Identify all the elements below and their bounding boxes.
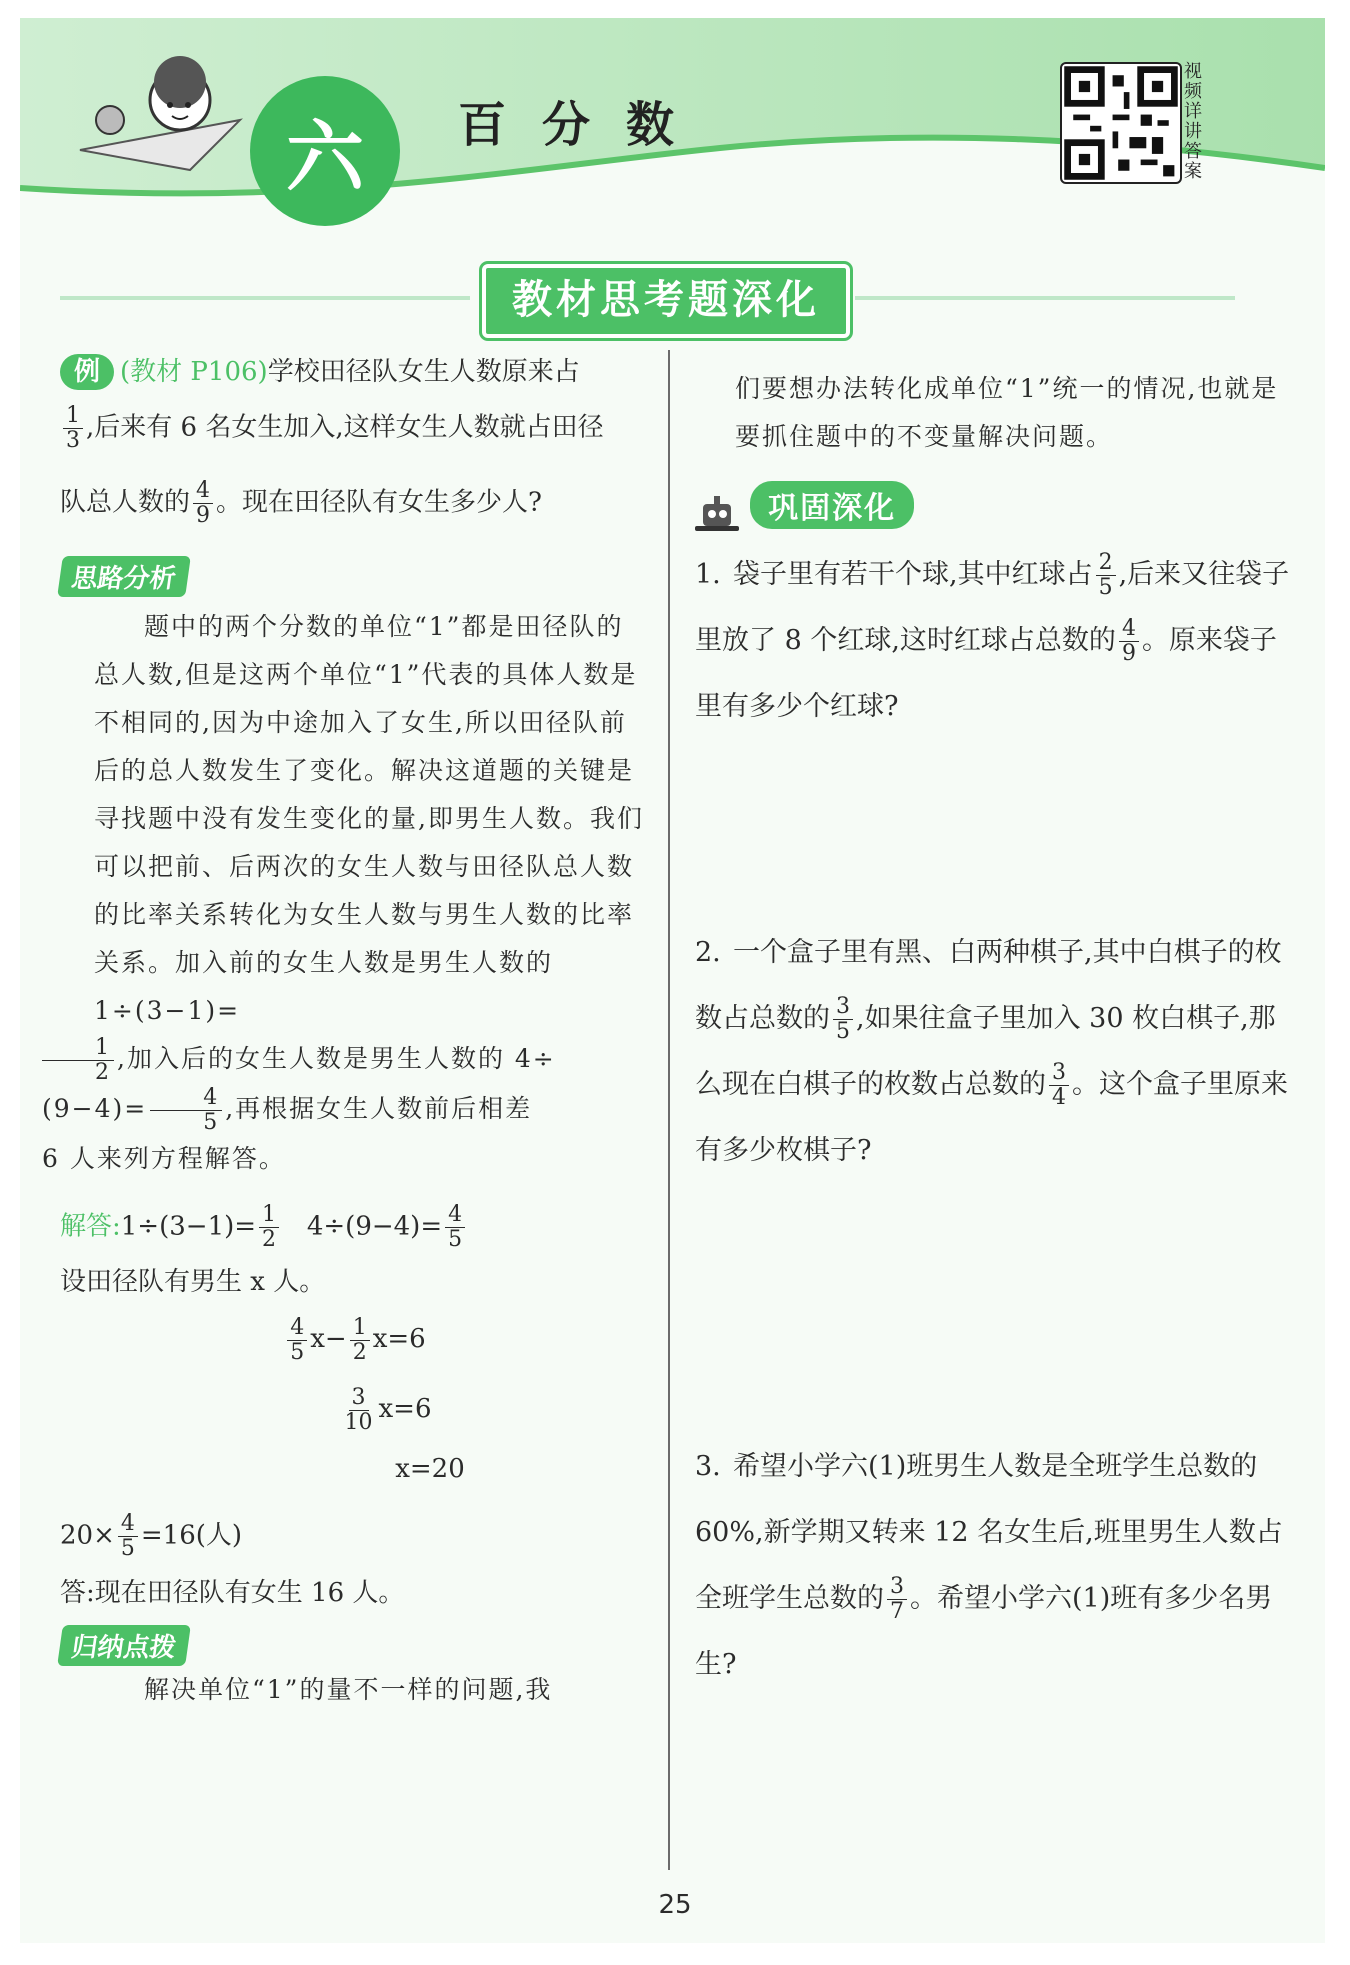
question-1: 1. 袋子里有若干个球,其中红球占 $\frac{2}{5}$ ,后来又往袋子里放了 8 个红球,这时红球占总数的 $\frac{4}{9}$ 。原来袋子里有多少个红球?	[695, 542, 1295, 740]
unit-number-badge: 六	[250, 76, 400, 226]
unit-title: 百分数	[458, 97, 711, 153]
summary-text: 解决单位“1”的量不一样的问题,我	[144, 1675, 553, 1704]
equation-3: x=20	[395, 1454, 465, 1484]
section-title: 教材思考题深化	[482, 264, 850, 338]
summary-tag: 归纳点拨	[57, 1625, 191, 1666]
fraction: $\frac{1}{2}$	[259, 1203, 279, 1252]
qr-code-icon[interactable]	[1060, 62, 1182, 184]
equation-2: $\frac{3}{10}$ x=6	[344, 1384, 432, 1435]
summary-block	[60, 1625, 650, 1714]
solution-block	[60, 1203, 650, 1615]
example-text: 学校田径队女生人数原来占	[267, 357, 580, 387]
analysis-tag: 思路分析	[57, 556, 191, 597]
solution-line-1: 解答:1÷(3−1)= $\frac{1}{2}$ 4÷(9−4)= $\frac{4}{5}$	[60, 1203, 650, 1252]
fraction: $\frac{1}{3}$	[63, 404, 83, 453]
banner-right-line	[855, 296, 1235, 300]
qr-label: 视频详讲答案	[1184, 61, 1202, 182]
example-line-2	[60, 404, 650, 453]
example-tag: 例	[60, 354, 114, 390]
solution-calc: 20× $\frac{4}{5}$ =16(人)	[60, 1511, 243, 1561]
equation-1: $\frac{4}{5}$ x− $\frac{1}{2}$ x=6	[60, 1304, 650, 1374]
example-text: ,后来有 6 名女生加入,这样女生人数就占田径	[86, 412, 604, 443]
summary-continued: 们要想办法转化成单位“1”统一的情况,也就是要抓住题中的不变量解决问题。	[735, 374, 1279, 451]
solution-set: 设田径队有男生 x 人。	[60, 1267, 326, 1297]
right-column	[695, 365, 1295, 1698]
column-divider	[668, 350, 670, 1870]
robot-icon	[695, 494, 739, 534]
question-2: 2. 一个盒子里有黑、白两种棋子,其中白棋子的枚数占总数的 $\frac{3}{5}$ ,如果往盒子里加入 30 枚白棋子,那么现在白棋子的枚数占总数的 $\frac{3}{4}$ 。这个盒子里原来有多少枚棋子?	[695, 920, 1295, 1184]
question-number: 3.	[695, 1450, 721, 1482]
example-text: 队总人数的	[60, 487, 191, 518]
banner-left-line	[60, 296, 470, 300]
fraction: $\frac{4}{9}$	[193, 479, 213, 528]
left-column	[42, 350, 650, 1714]
example-text: 。现在田径队有女生多少人?	[216, 487, 542, 518]
fraction: $\frac{4}{5}$	[150, 1086, 222, 1135]
fraction: $\frac{4}{5}$	[445, 1203, 465, 1252]
mascot-illustration	[70, 50, 250, 180]
analysis-block	[42, 556, 650, 1183]
solution-answer: 答:现在田径队有女生 16 人。	[60, 1578, 405, 1608]
fraction: $\frac{1}{2}$	[42, 1036, 114, 1085]
example-line-1	[60, 350, 650, 394]
page-number: 25	[658, 1890, 692, 1920]
consolidate-header	[695, 481, 1295, 534]
question-number: 1.	[695, 558, 721, 590]
example-source: (教材 P106)	[120, 357, 268, 387]
question-number: 2.	[695, 936, 721, 968]
analysis-text: 题中的两个分数的单位“1”都是田径队的总人数,但是这两个单位“1”代表的具体人数是不相同的,因为中途加入了女生,所以田径队前后的总人数发生了变化。解决这道题的关键是寻找题中没有发生变化的量,即男生人数。我们可以把前、后两次的女生人数与田径队总人数的比率关系转化为女生人数与男生人数的比率关系。加入前的女生人数是男生人数的 1÷(3−1)= $\frac{1}{2}$ ,加入后的女生人数是男生人数的 4÷ (9−4)= $\frac{4}{5}$ ,再根据女生人数前后相差 6 人来列方程解答。	[42, 612, 644, 1173]
example-line-3	[60, 479, 650, 528]
consolidate-tag: 巩固深化	[750, 481, 914, 529]
question-3: 3. 希望小学六(1)班男生人数是全班学生总数的 60%,新学期又转来 12 名女生后,班里男生人数占全班学生总数的 $\frac{3}{7}$ 。希望小学六(1)班有多少名男生?	[695, 1434, 1295, 1698]
